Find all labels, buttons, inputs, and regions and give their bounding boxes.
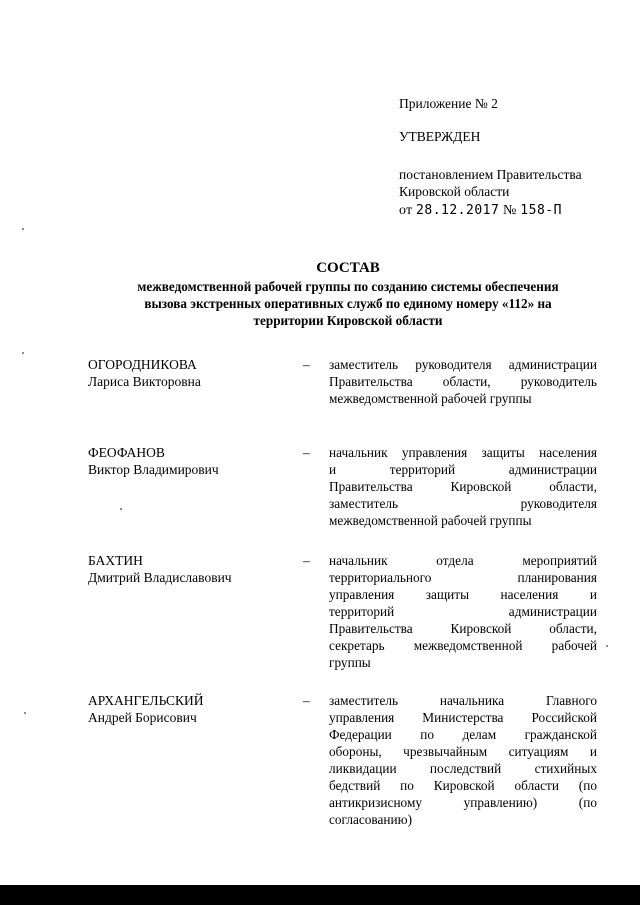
position-line: бедствий по Кировской области (по	[329, 778, 597, 793]
decree-date-line	[399, 202, 604, 219]
position-line: территорий администрации	[329, 604, 597, 619]
position-line: заместитель руководителя	[329, 496, 597, 511]
title-line-3: территории Кировской области	[253, 313, 443, 328]
member-surname: ОГОРОДНИКОВА	[88, 357, 197, 372]
number-prefix: №	[503, 203, 517, 218]
member-position	[329, 552, 597, 671]
position-line: Правительства области, руководитель	[329, 374, 597, 389]
approval-block	[399, 95, 604, 219]
member-dash: –	[303, 357, 310, 372]
member-surname: ФЕОФАНОВ	[88, 445, 165, 460]
position-line: межведомственной рабочей группы	[329, 391, 532, 406]
position-line: антикризисному управлению) (по	[329, 795, 597, 810]
member-dash: –	[303, 553, 310, 568]
position-line: секретарь межведомственной рабочей	[329, 638, 597, 653]
position-line: начальник управления защиты населения	[329, 445, 597, 460]
position-line: межведомственной рабочей группы	[329, 513, 532, 528]
member-given-name: Дмитрий Владиславович	[88, 570, 232, 585]
position-line: обороны, чрезвычайным ситуациям и	[329, 744, 597, 759]
position-line: группы	[329, 655, 371, 670]
member-name	[88, 444, 298, 478]
decree-line-2: Кировской области	[399, 184, 510, 199]
member-position	[329, 356, 597, 407]
scan-speck	[120, 508, 122, 510]
member-name	[88, 552, 298, 586]
position-line: и территорий администрации	[329, 462, 597, 477]
member-given-name: Лариса Викторовна	[88, 374, 201, 389]
handwritten-number: 158-П	[520, 203, 562, 218]
position-line: Правительства Кировской области,	[329, 479, 597, 494]
member-position	[329, 444, 597, 529]
date-prefix: от	[399, 203, 413, 218]
approved-label: УТВЕРЖДЕН	[399, 129, 481, 144]
handwritten-date: 28.12.2017	[416, 203, 500, 218]
position-line: территориального планирования	[329, 570, 597, 585]
member-given-name: Андрей Борисович	[88, 710, 197, 725]
member-surname: АРХАНГЕЛЬСКИЙ	[88, 693, 204, 708]
position-line: управления защиты населения и	[329, 587, 597, 602]
position-line: ликвидации последствий стихийных	[329, 761, 597, 776]
position-line: согласованию)	[329, 812, 413, 827]
title-line-1: межведомственной рабочей группы по созданию системы обеспечения	[137, 279, 559, 294]
position-line: заместитель руководителя администрации	[329, 357, 597, 372]
appendix-label: Приложение № 2	[399, 96, 498, 111]
scan-speck	[22, 228, 24, 230]
scan-speck	[22, 352, 24, 354]
scan-speck	[24, 712, 26, 714]
member-position	[329, 692, 597, 828]
document-title-block	[88, 258, 608, 329]
position-line: Федерации по делам гражданской	[329, 727, 597, 742]
position-line: начальник отдела мероприятий	[329, 553, 597, 568]
member-dash: –	[303, 445, 310, 460]
position-line: заместитель начальника Главного	[329, 693, 597, 708]
document-heading: СОСТАВ	[316, 260, 380, 276]
decree-line-1: постановлением Правительства	[399, 167, 582, 182]
position-line: Правительства Кировской области,	[329, 621, 597, 636]
scan-speck	[606, 645, 608, 647]
member-surname: БАХТИН	[88, 553, 143, 568]
member-dash: –	[303, 693, 310, 708]
member-given-name: Виктор Владимирович	[88, 462, 219, 477]
scan-bottom-edge	[0, 885, 640, 905]
member-name	[88, 692, 298, 726]
title-line-2: вызова экстренных оперативных служб по единому номеру «112» на	[144, 296, 552, 311]
member-name	[88, 356, 298, 390]
position-line: управления Министерства Российской	[329, 710, 597, 725]
